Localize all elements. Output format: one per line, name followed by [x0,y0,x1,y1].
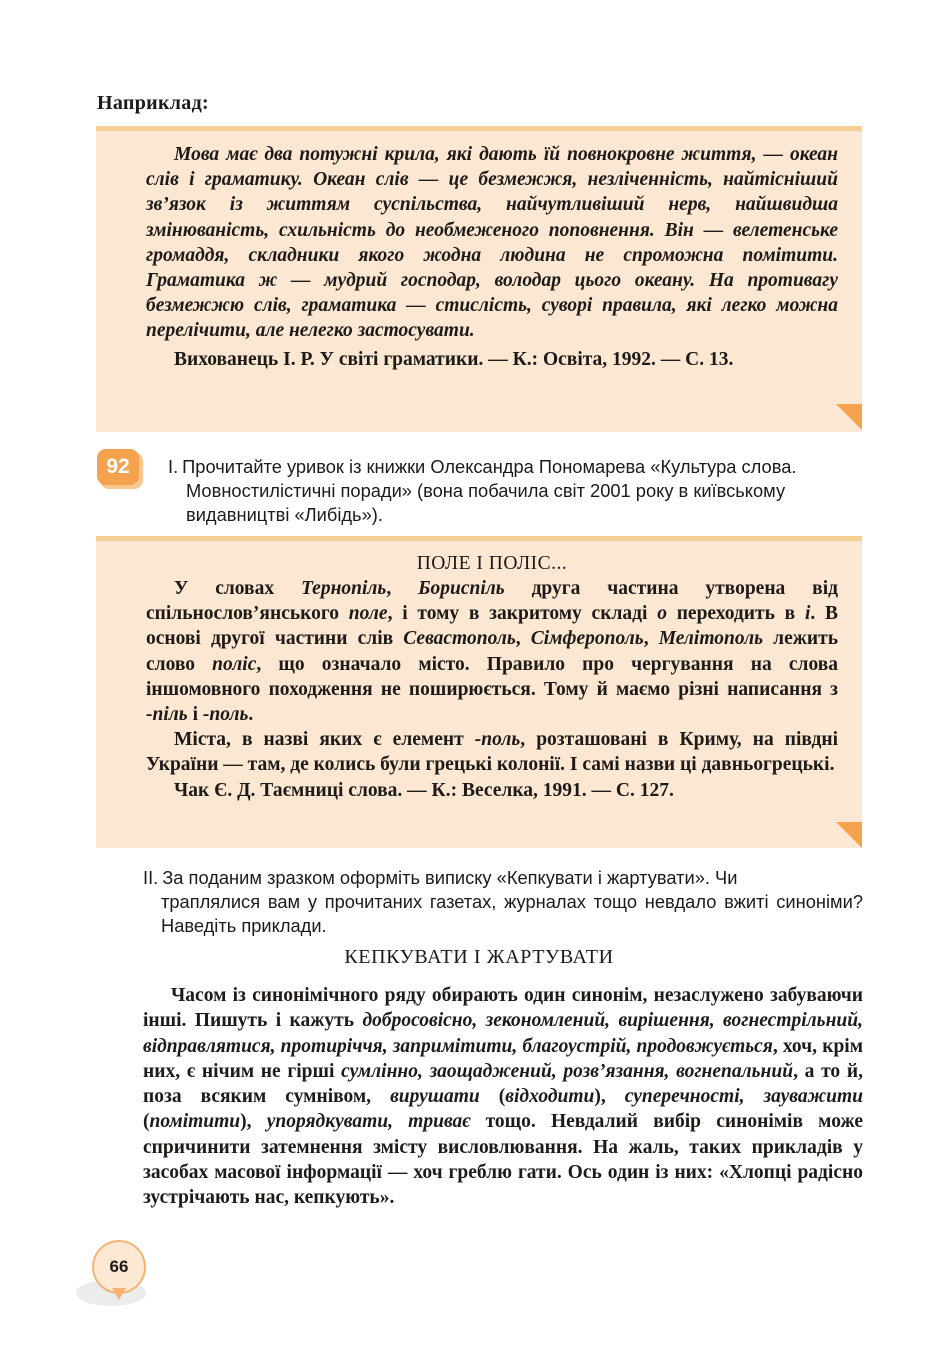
excerpt-italic-word: -поль [474,729,521,751]
excerpt-text: , [386,578,419,599]
quote-box [96,126,862,432]
page-number: 66 [109,1257,129,1276]
excerpt-italic-word: Мелітополь [658,628,764,650]
excerpt-text: і [187,704,203,726]
task-two [143,866,863,938]
excerpt-italic-word: о [657,603,667,625]
section-text: ), [240,1111,267,1133]
excerpt-text: , що означало місто. Правило про чергування на слова іншомовного походження не поширюється. Тому й маємо різні написання з [146,653,838,700]
excerpt-text: переходить в [666,603,805,625]
section-italic-words: упорядкувати, триває [266,1111,471,1133]
section-italic-words: відходити [505,1086,595,1108]
excerpt-text: друга частина утворена від спільнослов’янського [146,578,838,625]
excerpt-italic-word: поліс [212,653,257,675]
excerpt-italic-word: Сімферополь [530,628,644,650]
excerpt-text: Міста, в назві яких є елемент [174,729,475,751]
excerpt-box [96,536,862,848]
task-one-first-line: Прочитайте уривок із книжки Олександра Пономарева «Культура слова. [182,456,797,477]
task-one [168,455,863,527]
section-italic-words: вирушати [390,1086,480,1108]
page-number-marker [76,1240,168,1320]
excerpt-italic-word: і [804,603,811,625]
section-italic-words: сумлінно, заощаджений, розв’язання, вогнепальний [341,1060,794,1082]
excerpt-italic-word: поле [348,603,388,625]
excerpt-paragraph-1 [146,576,838,727]
excerpt-text: . [248,704,254,726]
section-title: КЕПКУВАТИ І ЖАРТУВАТИ [344,946,614,968]
excerpt-text: . В основі другої частини слів [146,603,838,650]
excerpt-text: , [643,628,659,650]
quote-text: Мова має два потужні крила, які дають їй повнокровне життя, — океан слів і граматику. Океан слів — це безмежжя, незліченність, найтісніший зв’язок із життям суспільства, найчутливіший нерв, найшвидша змінюваність, схильність до необмеженого поповнення. Він — велетенське громаддя, складники якого жодна людина не спроможна помітити. Граматика ж — мудрий господар, володар цього океану. На противагу безмежжю слів, граматика — стислість, суворі правила, які легко можна перелічити, але нелегко застосувати. [146,144,838,342]
task-one-continuation: Мовностилістичні поради» (вона побачила світ 2001 року в київському видавництві «Либідь»). [186,480,786,525]
task-two-number: II. [143,867,159,888]
example-label: Наприклад: [97,92,209,114]
excerpt-source: Чак Є. Д. Таємниці слова. — К.: Веселка, 1991. — С. 127. [174,779,674,801]
corner-triangle-icon [836,822,862,848]
section-italic-words: добросовісно, зекономлений, вирішення, вогнестрільний, відправлятися, протиріччя, запримітити, благоустрій, продовжується [143,1010,863,1057]
corner-triangle-icon [836,404,862,430]
section-text: ( [479,1086,506,1108]
excerpt-italic-word: -поль [202,704,249,726]
excerpt-text: У словах [174,578,301,599]
section-text: Часом із синонімічного ряду обирають один синонім, незаслужено забуваючи інші. Пишуть і кажуть [143,985,863,1032]
excerpt-italic-word: -піль [146,704,188,726]
section-text: тощо. Невдалий вибір синонімів може спричинити затемнення змісту висловлювання. На жаль, таких прикладів у засобах масової інформації — хоч греблю гати. Ось один із них: «Хлопці радісно зустрічають нас, кепкують». [143,1111,864,1209]
section-text: ( [143,1111,150,1133]
excerpt-italic-word: Севастополь [403,628,516,650]
section-text: , хоч, крім них, є нічим не гірші [143,1035,863,1082]
excerpt-paragraph-2 [146,727,838,777]
section-text: , а то й, поза всяким сумнівом, [143,1060,863,1108]
section-paragraph [143,983,863,1211]
quote-source: Вихованець І. Р. У світі граматики. — К.: Освіта, 1992. — С. 13. [174,348,734,370]
excerpt-title: ПОЛЕ І ПОЛІС... [416,553,568,574]
excerpt-text: , [515,628,531,650]
section-italic-words: помітити [149,1111,241,1133]
task-two-continuation: траплялися вам у прочитаних газетах, журналах тощо невдало вжиті синоніми? Наведіть приклади. [161,891,863,936]
excerpt-italic-word: Бориспіль [418,578,505,599]
excerpt-text: , розташовані в Криму, на півдні України — там, де колись були грецькі колонії. І самі назви ці давньогрецькі. [146,729,838,776]
section-italic-words: суперечності, зауважити [624,1086,864,1108]
exercise-number-badge: 92 [97,449,139,485]
task-one-number: I. [168,456,179,477]
task-two-first-line: За поданим зразком оформіть виписку «Кепкувати і жартувати». Чи [162,867,738,888]
excerpt-italic-word: Тернопіль [300,578,387,599]
excerpt-text: лежить слово [146,628,839,675]
section-text: ), [594,1086,625,1108]
excerpt-text: , і тому в закритому складі [387,603,658,625]
